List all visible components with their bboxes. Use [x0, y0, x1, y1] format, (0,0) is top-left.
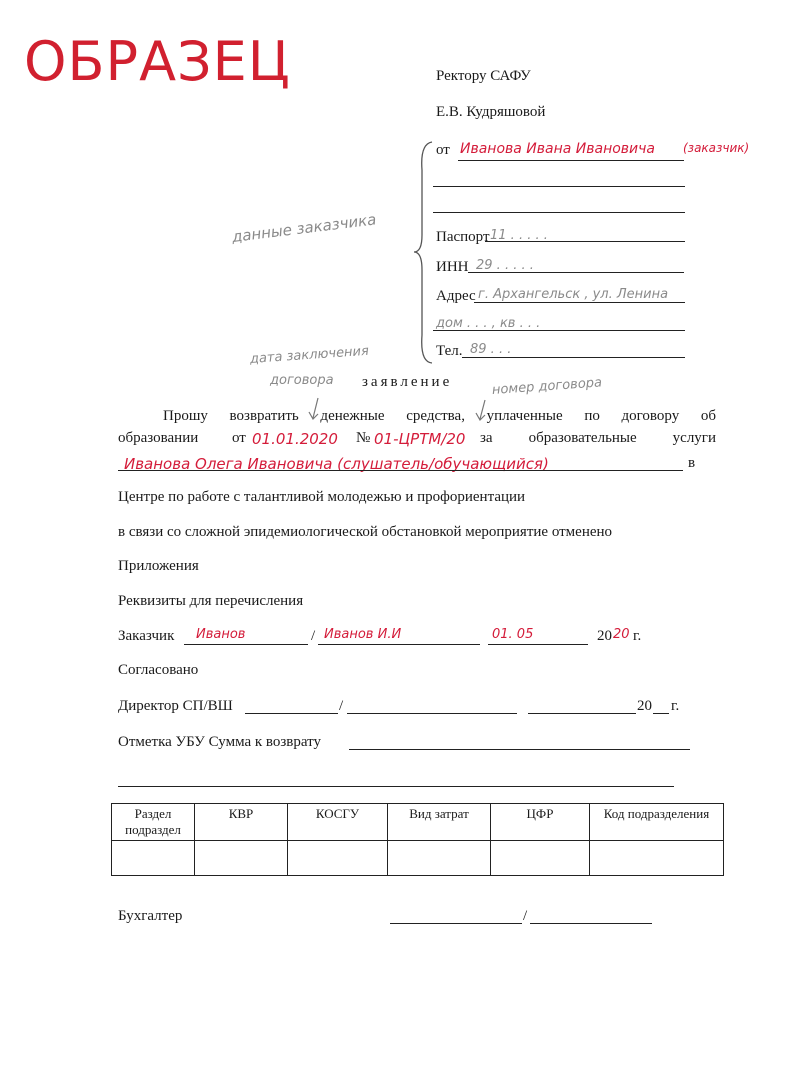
number-sign: №	[356, 430, 371, 446]
col-section-header: Раздел подраздел	[112, 804, 195, 841]
table-cell	[195, 841, 288, 876]
annotation-customer-data: данные заказчика	[230, 210, 378, 246]
address-label: Адрес	[436, 288, 476, 304]
col-unit-code-header: Код подразделения	[590, 804, 724, 841]
phone-underline	[462, 357, 685, 358]
accountant-name-underline	[530, 923, 652, 924]
accountant-slash: /	[523, 908, 528, 924]
from-label: от	[436, 142, 450, 158]
contract-date: 01.01.2020	[252, 430, 338, 448]
passport-label: Паспорт	[436, 229, 490, 245]
ubu-underline	[349, 749, 690, 750]
body-line-2-from: от	[232, 430, 246, 446]
director-year: 20	[637, 698, 652, 714]
customer-slash: /	[311, 628, 316, 644]
col-cost-type-header: Вид затрат	[388, 804, 491, 841]
accountant-label: Бухгалтер	[118, 908, 183, 924]
contract-number: 01-ЦРТМ/20	[374, 430, 466, 448]
ubu-label: Отметка УБУ Сумма к возврату	[118, 734, 322, 750]
from-underline	[458, 160, 684, 161]
inn-label: ИНН	[436, 259, 469, 275]
director-year-suffix: г.	[671, 698, 680, 714]
blank-line-2	[433, 212, 685, 213]
body-line-3-end: в	[688, 455, 696, 471]
director-slash: /	[339, 698, 344, 714]
body-line-2-start: образовании	[118, 430, 199, 446]
blank-line-1	[433, 186, 685, 187]
student-underline	[118, 470, 683, 471]
passport-value: 11 . . . . .	[490, 228, 548, 243]
table-cell	[288, 841, 388, 876]
col-kvr-header: КВР	[195, 804, 288, 841]
customer-signature: Иванов	[196, 627, 246, 642]
requisites-label: Реквизиты для перечисления	[118, 593, 304, 609]
director-name-underline	[347, 713, 517, 714]
table-cell	[388, 841, 491, 876]
annotation-contract-date-2: договора	[270, 373, 334, 388]
address-value-2: дом . . . , кв . . .	[436, 316, 541, 331]
student-name: Иванова Олега Ивановича (слушатель/обучающийся)	[124, 455, 549, 473]
rector-line: Ректору САФУ	[436, 68, 531, 84]
director-label: Директор СП/ВШ	[118, 698, 233, 714]
col-kosgu-header: КОСГУ	[288, 804, 388, 841]
passport-underline	[485, 241, 685, 242]
customer-year-suffix: г.	[633, 628, 642, 644]
address-value: г. Архангельск , ул. Ленина	[478, 287, 669, 302]
address-underline-2	[433, 330, 685, 331]
customer-date-underline	[488, 644, 588, 645]
phone-value: 89 . . .	[470, 342, 512, 357]
col-cfr-header: ЦФР	[491, 804, 590, 841]
body-line-4: Центре по работе с талантливой молодежью и профориентации	[118, 489, 526, 505]
director-sign-underline	[245, 713, 338, 714]
document-title: заявление	[362, 374, 453, 390]
brace-mark	[412, 140, 434, 365]
annotation-contract-number: номер договора	[491, 375, 603, 398]
accounting-table	[111, 803, 724, 876]
customer-date: 01. 05	[492, 627, 534, 642]
rector-name: Е.В. Кудряшовой	[436, 104, 546, 120]
body-line-2-end: за образовательные услуги	[480, 430, 716, 446]
table-cell	[590, 841, 724, 876]
customer-sign-underline	[184, 644, 308, 645]
phone-label: Тел.	[436, 343, 463, 359]
attachments-label: Приложения	[118, 558, 199, 574]
address-underline	[474, 302, 685, 303]
customer-year: 20	[613, 627, 630, 642]
customer-label: Заказчик	[118, 628, 175, 644]
customer-year-prefix: 20	[597, 628, 612, 644]
director-year-underline	[653, 713, 669, 714]
inn-value: 29 . . . . .	[476, 258, 534, 273]
customer-name-underline	[318, 644, 480, 645]
customer-name: Иванов И.И	[324, 627, 402, 642]
table-cell	[112, 841, 195, 876]
table-cell	[491, 841, 590, 876]
from-note: (заказчик)	[683, 141, 750, 155]
from-value: Иванова Ивана Ивановича	[460, 141, 656, 157]
ubu-underline-2	[118, 786, 674, 787]
annotation-contract-date-1: дата заключения	[249, 343, 370, 367]
agreed-label: Согласовано	[118, 662, 199, 678]
inn-underline	[468, 272, 684, 273]
accountant-sign-underline	[390, 923, 522, 924]
body-line-1: Прошу возвратить денежные средства, уплаченные по договору об	[163, 408, 716, 424]
director-date-underline	[528, 713, 636, 714]
body-line-5: в связи со сложной эпидемиологической обстановкой мероприятие отменено	[118, 524, 613, 540]
sample-stamp: ОБРАЗЕЦ	[24, 30, 291, 93]
